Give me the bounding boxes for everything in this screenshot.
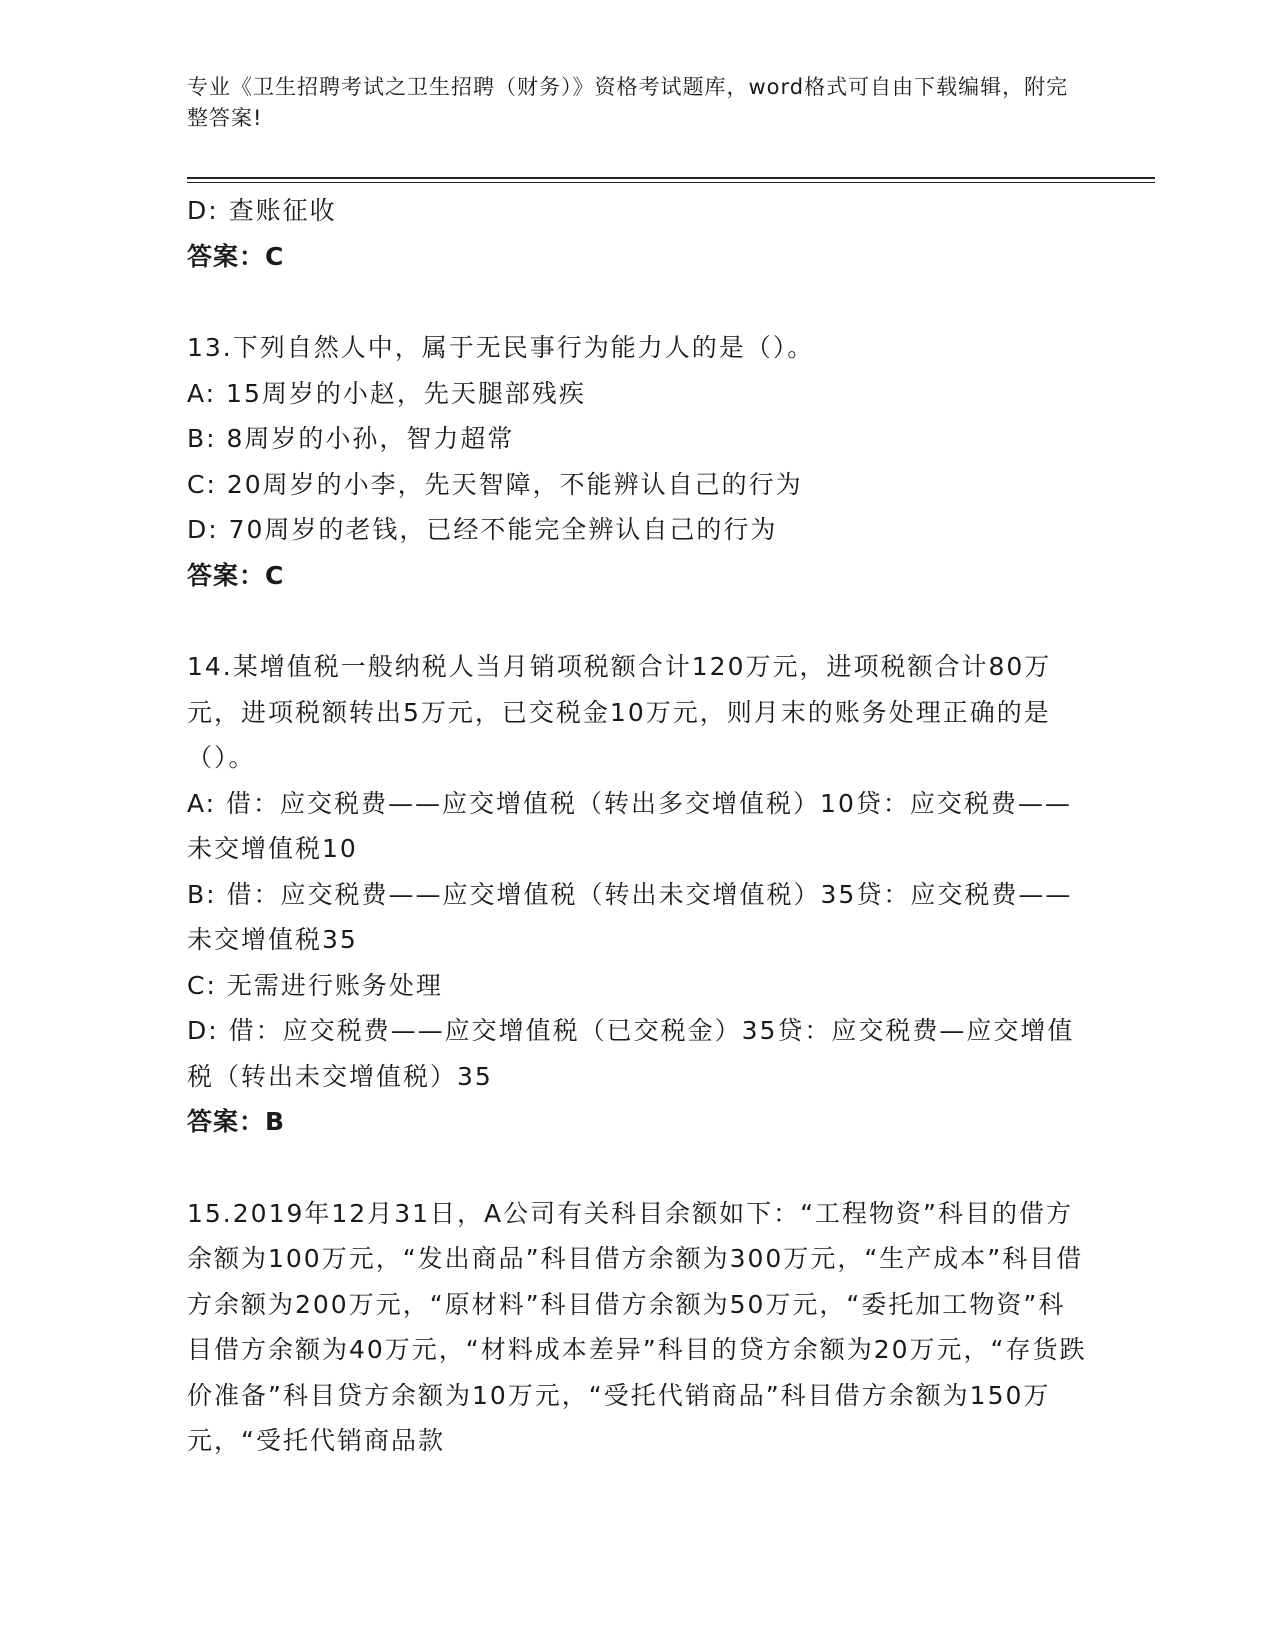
q13-stem: 13.下列自然人中，属于无民事行为能力人的是（）。 (187, 333, 815, 362)
q14-option-c: C: 无需进行账务处理 (187, 970, 443, 1000)
q14-stem: 14.某增值税一般纳税人当月销项税额合计120万元，进项税额合计80万元，进项税额转出5万元，已交税金10万元，则月末的账务处理正确的是（）。 (187, 652, 1052, 772)
q13-option-a: A: 15周岁的小赵，先天腿部残疾 (187, 378, 586, 408)
q13-option-d: D: 70周岁的老钱，已经不能完全辨认自己的行为 (187, 515, 778, 544)
spacer (187, 1145, 1087, 1191)
spacer (187, 279, 1087, 325)
q13-option-b: B: 8周岁的小孙，智力超常 (187, 424, 515, 453)
header-divider-thick (187, 177, 1155, 179)
q15-stem: 15.2019年12月31日，A公司有关科目余额如下：“工程物资”科目的借方余额为100万元，“发出商品”科目借方余额为300万元，“生产成本”科目借方余额为200万元，“原材料”科目借方余额为50万元，“委托加工物资”科目借方余额为40万元，“材料成本差异”科目的贷方余额为20万元，“存货跌价准备”科目贷方余额为10万元，“受托代销商品”科目借方余额为150万元，“受托代销商品款 (187, 1198, 1087, 1455)
q13-option-c: C: 20周岁的小李，先天智障，不能辨认自己的行为 (187, 469, 803, 499)
prev-answer: 答案：C (187, 241, 285, 271)
q14-option-a: A: 借：应交税费——应交增值税（转出多交增值税）10贷：应交税费——未交增值税10 (187, 788, 1072, 863)
prev-option-d: D: 查账征收 (187, 196, 337, 225)
q14-option-b: B: 借：应交税费——应交增值税（转出未交增值税）35贷：应交税费——未交增值税35 (187, 879, 1073, 954)
q13-answer: 答案：C (187, 560, 285, 590)
q14-answer: 答案：B (187, 1107, 286, 1136)
header-divider-thin (187, 182, 1155, 183)
q14-option-d: D: 借：应交税费——应交增值税（已交税金）35贷：应交税费—应交增值税（转出未交增值税）35 (187, 1016, 1075, 1091)
spacer (187, 598, 1087, 644)
question-content (187, 188, 1087, 1464)
document-header: 专业《卫生招聘考试之卫生招聘（财务）》资格考试题库，word格式可自由下载编辑，附完整答案! (187, 75, 1069, 130)
